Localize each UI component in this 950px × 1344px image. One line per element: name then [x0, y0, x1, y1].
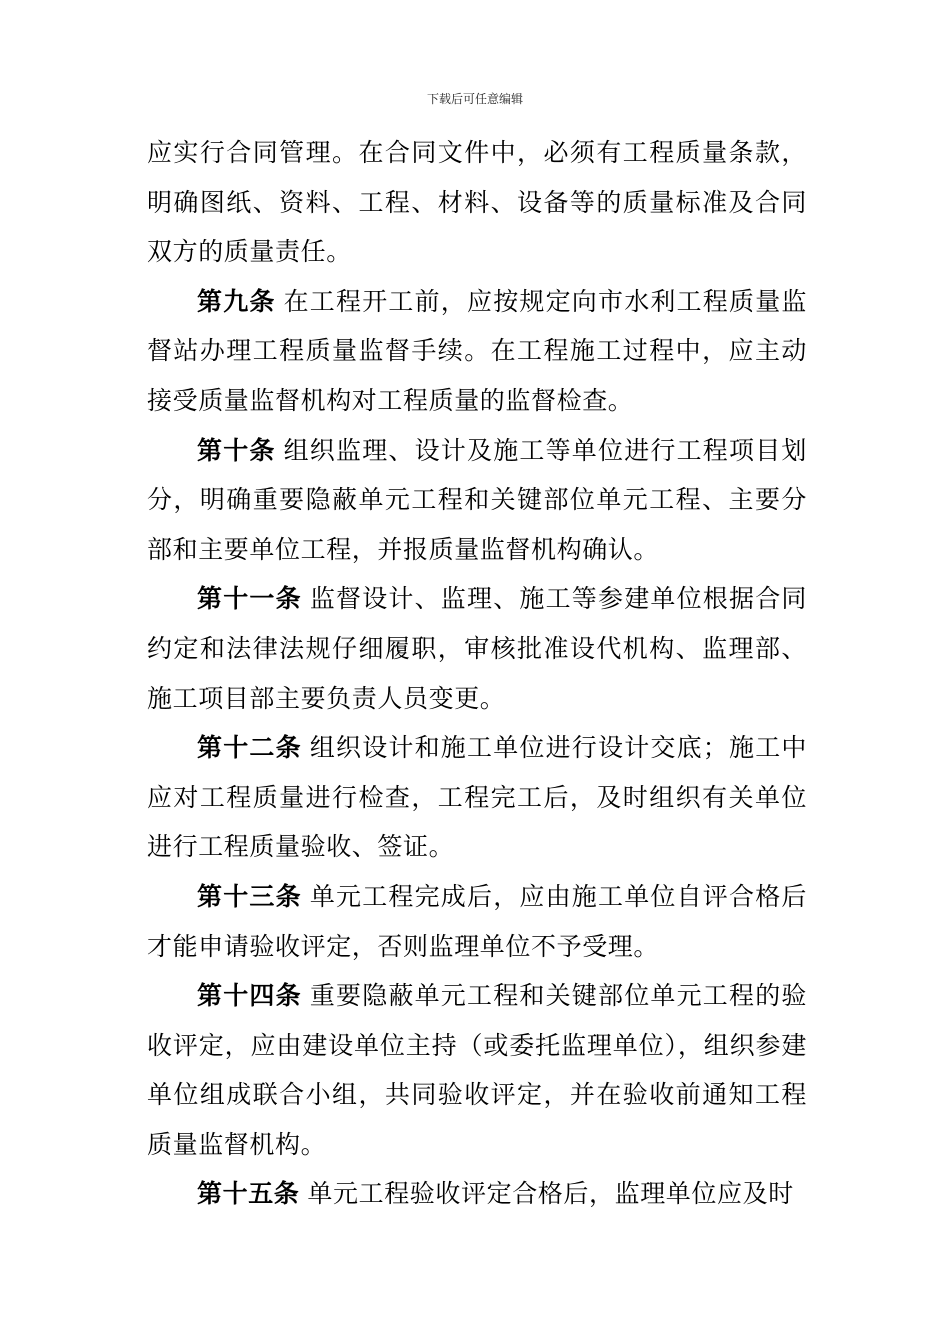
- paragraph-continuation: [147, 128, 807, 277]
- article-text: 在工程开工前，应按规定向市水利工程质量监督站办理工程质量监督手续。在工程施工过程中，应主动接受质量监督机构对工程质量的监督检查。: [147, 286, 807, 415]
- article-14: [147, 971, 807, 1169]
- article-12: [147, 723, 807, 872]
- page-header: 下载后可任意编辑: [426, 92, 523, 106]
- article-text: 单元工程验收评定合格后，监理单位应及时: [307, 1179, 794, 1209]
- article-text: 监督设计、监理、施工等参建单位根据合同约定和法律法规仔细履职，审核批准设代机构、监理部、施工项目部主要负责人员变更。: [147, 584, 808, 713]
- article-label: 第十五条: [197, 1179, 300, 1209]
- article-label: 第九条: [197, 286, 276, 316]
- article-label: 第十一条: [197, 584, 302, 614]
- article-11: [147, 574, 807, 723]
- article-9: [147, 277, 807, 426]
- article-text: 组织设计和施工单位进行设计交底；施工中应对工程质量进行检查，工程完工后，及时组织有关单位进行工程质量验收、签证。: [147, 733, 808, 862]
- paragraph-text: 应实行合同管理。在合同文件中，必须有工程质量条款，明确图纸、资料、工程、材料、设备等的质量标准及合同双方的质量责任。: [147, 138, 807, 267]
- article-label: 第十二条: [197, 733, 302, 763]
- article-text: 重要隐蔽单元工程和关键部位单元工程的验收评定，应由建设单位主持（或委托监理单位），组织参建单位组成联合小组，共同验收评定，并在验收前通知工程质量监督机构。: [147, 981, 808, 1159]
- article-13: [147, 872, 807, 971]
- article-label: 第十三条: [197, 881, 302, 911]
- article-10: [147, 426, 807, 575]
- document-body: [147, 128, 807, 1219]
- article-text: 单元工程完成后，应由施工单位自评合格后才能申请验收评定，否则监理单位不予受理。: [147, 881, 808, 961]
- article-15: [147, 1169, 807, 1219]
- article-label: 第十条: [197, 435, 276, 465]
- article-text: 组织监理、设计及施工等单位进行工程项目划分，明确重要隐蔽单元工程和关键部位单元工程、主要分部和主要单位工程，并报质量监督机构确认。: [147, 435, 807, 564]
- article-label: 第十四条: [197, 981, 302, 1011]
